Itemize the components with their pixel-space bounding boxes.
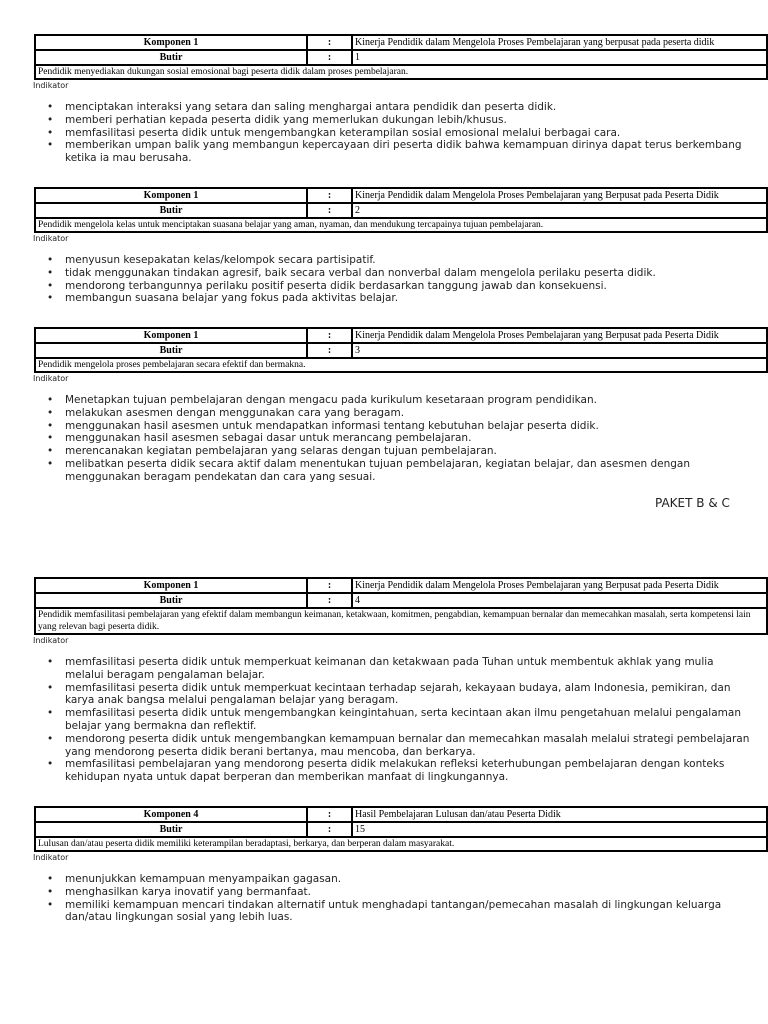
butir-row <box>35 343 767 358</box>
komponen-row <box>35 35 767 50</box>
section-4 <box>34 577 768 784</box>
butir-description: Lulusan dan/atau peserta didik memiliki keterampilan beradaptasi, berkarya, dan berperan dalam masyarakat. <box>34 838 768 852</box>
butir-value: 2 <box>352 203 767 218</box>
butir-row <box>35 203 767 218</box>
colon: : <box>307 328 352 343</box>
butir-value: 4 <box>352 593 767 608</box>
colon: : <box>307 578 352 593</box>
list-item: • menggunakan hasil asesmen untuk mendapatkan informasi tentang kebutuhan belajar peserta didik. <box>65 420 755 433</box>
list-item: • menyusun kesepakatan kelas/kelompok secara partisipatif. <box>65 254 755 267</box>
indicator-list <box>34 394 755 484</box>
list-item: • melakukan asesmen dengan menggunakan cara yang beragam. <box>65 407 755 420</box>
butir-description: Pendidik mengelola kelas untuk menciptakan suasana belajar yang aman, nyaman, dan mendukung tercapainya tujuan pembelajaran. <box>34 219 768 233</box>
komponen-label: Komponen 1 <box>35 328 307 343</box>
butir-row <box>35 593 767 608</box>
komponen-row <box>35 188 767 203</box>
indicator-list <box>34 656 755 784</box>
list-item: • mendorong terbangunnya perilaku positif peserta didik berdasarkan tanggung jawab dan konsekuensi. <box>65 280 755 293</box>
list-item: • membangun suasana belajar yang fokus pada aktivitas belajar. <box>65 292 755 305</box>
colon: : <box>307 50 352 65</box>
colon: : <box>307 203 352 218</box>
butir-label: Butir <box>35 50 307 65</box>
indikator-label: Indikator <box>33 374 69 383</box>
list-item: • tidak menggunakan tindakan agresif, baik secara verbal dan nonverbal dalam mengelola perilaku peserta didik. <box>65 267 755 280</box>
komponen-value: Kinerja Pendidik dalam Mengelola Proses Pembelajaran yang Berpusat pada Peserta Didik <box>352 188 767 203</box>
list-item: • memberikan umpan balik yang membangun kepercayaan diri peserta didik bahwa kemampuan dirinya dapat terus berkembang ketika ia mau berusaha. <box>65 139 755 165</box>
komponen-value: Hasil Pembelajaran Lulusan dan/atau Peserta Didik <box>352 807 767 822</box>
colon: : <box>307 593 352 608</box>
butir-label: Butir <box>35 343 307 358</box>
indicator-list <box>34 254 755 305</box>
butir-value: 3 <box>352 343 767 358</box>
list-item: • menciptakan interaksi yang setara dan saling menghargai antara pendidik dan peserta didik. <box>65 101 755 114</box>
colon: : <box>307 822 352 837</box>
butir-description: Pendidik mengelola proses pembelajaran secara efektif dan bermakna. <box>34 359 768 373</box>
butir-label: Butir <box>35 593 307 608</box>
komponen-label: Komponen 4 <box>35 807 307 822</box>
list-item: • memfasilitasi peserta didik untuk mengembangkan keingintahuan, serta kecintaan akan ilmu pengetahuan melalui pengalaman belajar yang bermakna dan reflektif. <box>65 707 755 733</box>
list-item: • menunjukkan kemampuan menyampaikan gagasan. <box>65 873 755 886</box>
section-4-header-table <box>34 577 768 609</box>
komponen-row <box>35 807 767 822</box>
section-1 <box>34 34 768 165</box>
colon: : <box>307 35 352 50</box>
list-item: • menghasilkan karya inovatif yang bermanfaat. <box>65 886 755 899</box>
butir-value: 15 <box>352 822 767 837</box>
list-item: • mendorong peserta didik untuk mengembangkan kemampuan bernalar dan memecahkan masalah melalui strategi pembelajaran yang mendorong peserta didik berani bertanya, mau mencoba, dan berkarya. <box>65 733 755 759</box>
section-2 <box>34 187 768 305</box>
list-item: • melibatkan peserta didik secara aktif dalam menentukan tujuan pembelajaran, kegiatan belajar, dan asesmen dengan menggunakan beragam pendekatan dan cara yang sesuai. <box>65 458 755 484</box>
section-3-header-table <box>34 327 768 359</box>
butir-row <box>35 50 767 65</box>
section-2-header-table <box>34 187 768 219</box>
komponen-value: Kinerja Pendidik dalam Mengelola Proses Pembelajaran yang Berpusat pada Peserta Didik <box>352 578 767 593</box>
list-item: • menggunakan hasil asesmen sebagai dasar untuk merancang pembelajaran. <box>65 432 755 445</box>
colon: : <box>307 188 352 203</box>
komponen-label: Komponen 1 <box>35 35 307 50</box>
butir-value: 1 <box>352 50 767 65</box>
butir-description: Pendidik memfasilitasi pembelajaran yang efektif dalam membangun keimanan, ketakwaan, komitmen, pengabdian, kemampuan bernalar dan memecahkan masalah, serta kompetensi lain yang relevan bagi peserta didik. <box>34 609 768 635</box>
komponen-label: Komponen 1 <box>35 188 307 203</box>
indicator-list <box>34 873 755 924</box>
butir-label: Butir <box>35 203 307 218</box>
list-item: • memfasilitasi peserta didik untuk memperkuat kecintaan terhadap sejarah, kekayaan budaya, alam Indonesia, pemikiran, dan karya anak bangsa melalui pengalaman belajar yang beragam. <box>65 682 755 708</box>
komponen-value: Kinerja Pendidik dalam Mengelola Proses Pembelajaran yang berpusat pada peserta didik <box>352 35 767 50</box>
section-5-header-table <box>34 806 768 838</box>
komponen-value: Kinerja Pendidik dalam Mengelola Proses Pembelajaran yang Berpusat pada Peserta Didik <box>352 328 767 343</box>
list-item: • memfasilitasi pembelajaran yang mendorong peserta didik melakukan refleksi keterhubungan pembelajaran dengan konteks kehidupan nyata untuk dapat berperan dan memberikan manfaat di lingkungannya. <box>65 758 755 784</box>
komponen-row <box>35 328 767 343</box>
indikator-label: Indikator <box>33 636 69 645</box>
section-5 <box>34 806 768 924</box>
list-item: • memberi perhatian kepada peserta didik yang memerlukan dukungan lebih/khusus. <box>65 114 755 127</box>
list-item: • Menetapkan tujuan pembelajaran dengan mengacu pada kurikulum kesetaraan program pendidikan. <box>65 394 755 407</box>
list-item: • memfasilitasi peserta didik untuk mengembangkan keterampilan sosial emosional melalui berbagai cara. <box>65 127 755 140</box>
section-1-header-table <box>34 34 768 66</box>
section-3 <box>34 327 768 484</box>
indikator-label: Indikator <box>33 81 69 90</box>
indikator-label: Indikator <box>33 234 69 243</box>
indikator-label: Indikator <box>33 853 69 862</box>
komponen-row <box>35 578 767 593</box>
paket-label: PAKET B & C <box>655 496 730 510</box>
list-item: • memiliki kemampuan mencari tindakan alternatif untuk menghadapi tantangan/pemecahan masalah di lingkungan keluarga dan/atau lingkungan sosial yang lebih luas. <box>65 899 755 925</box>
komponen-label: Komponen 1 <box>35 578 307 593</box>
colon: : <box>307 343 352 358</box>
butir-description: Pendidik menyediakan dukungan sosial emosional bagi peserta didik dalam proses pembelajaran. <box>34 66 768 80</box>
butir-label: Butir <box>35 822 307 837</box>
indicator-list <box>34 101 755 165</box>
list-item: • memfasilitasi peserta didik untuk memperkuat keimanan dan ketakwaan pada Tuhan untuk membentuk akhlak yang mulia melalui beragam pengalaman belajar. <box>65 656 755 682</box>
colon: : <box>307 807 352 822</box>
list-item: • merencanakan kegiatan pembelajaran yang selaras dengan tujuan pembelajaran. <box>65 445 755 458</box>
butir-row <box>35 822 767 837</box>
